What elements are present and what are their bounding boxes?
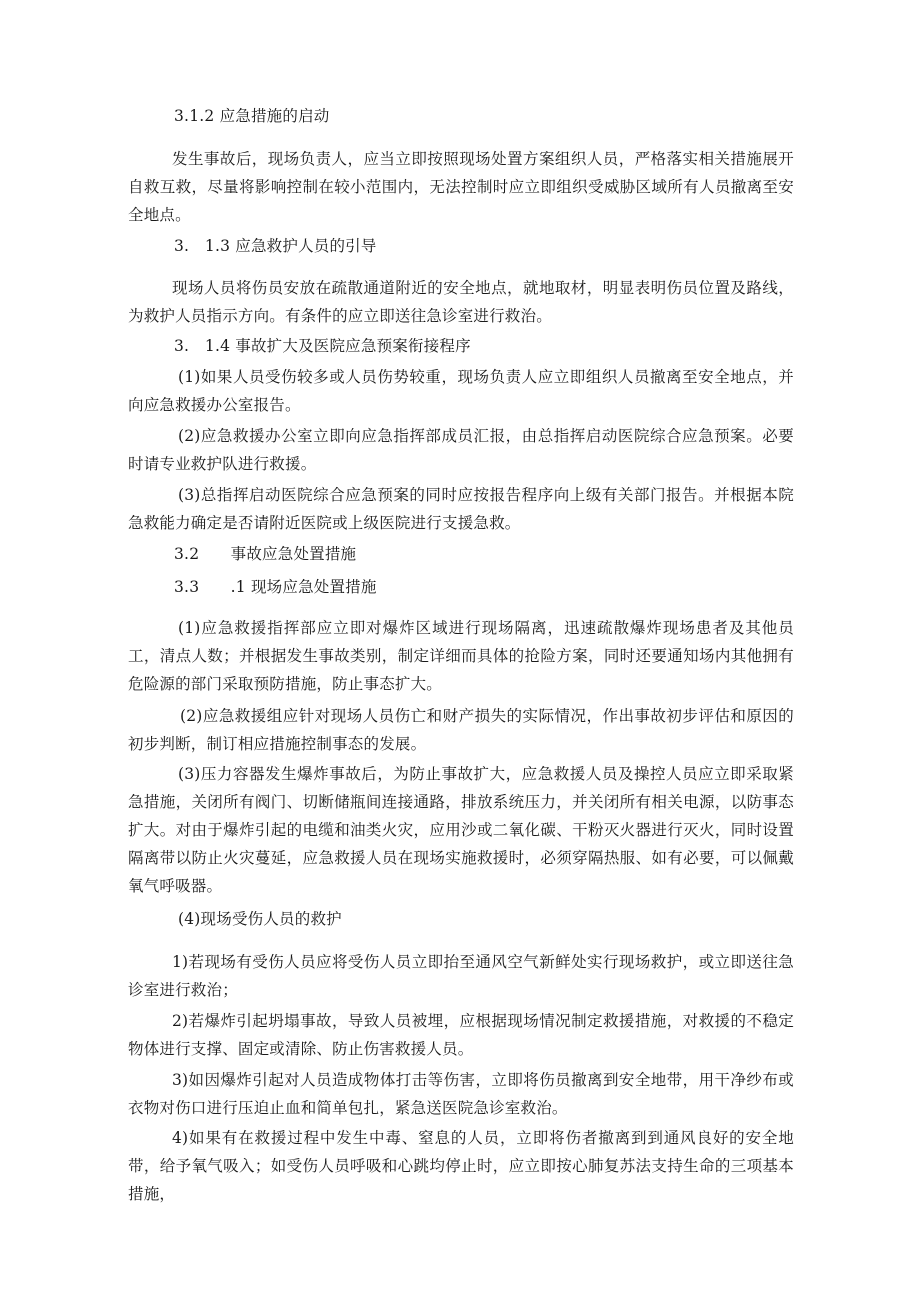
section-heading-3-1-4: 3. 1.4 事故扩大及医院应急预案衔接程序 — [174, 337, 471, 355]
paragraph-escalation-3: (3)总指挥启动医院综合应急预案的同时应按报告程序向上级有关部门报告。并根据本院急救能力确定是否请附近医院或上级医院进行支援急救。 — [128, 486, 794, 532]
paragraph-startup: 发生事故后，现场负责人，应当立即按照现场处置方案组织人员，严格落实相关措施展开自救互救，尽量将影响控制在较小范围内，无法控制时应立即组织受威胁区域所有人员撤离至安全地点。 — [128, 150, 794, 224]
paragraph-escalation-1: (1)如果人员受伤较多或人员伤势较重，现场负责人应立即组织人员撤离至安全地点，并向应急救援办公室报告。 — [128, 368, 794, 414]
paragraph-rescue-1: 1)若现场有受伤人员应将受伤人员立即抬至通风空气新鲜处实行现场救护，或立即送往急诊室进行救治； — [128, 953, 794, 999]
subheading-injury-rescue: (4)现场受伤人员的救护 — [178, 910, 342, 928]
paragraph-rescue-4: 4)如果有在救援过程中发生中毒、窒息的人员，立即将伤者撤离到到通风良好的安全地带，给予氧气吸入；如受伤人员呼吸和心跳均停止时，应立即按心肺复苏法支持生命的三项基本措施， — [128, 1129, 794, 1203]
section-heading-3-1-2: 3.1.2 应急措施的启动 — [174, 107, 330, 125]
section-heading-3-1-3: 3. 1.3 应急救护人员的引导 — [174, 237, 377, 255]
paragraph-rescue-2: 2)若爆炸引起坍塌事故，导致人员被埋，应根据现场情况制定救援措施，对救援的不稳定物体进行支撑、固定或清除、防止伤害救援人员。 — [128, 1012, 794, 1058]
paragraph-escalation-2: (2)应急救援办公室立即向应急指挥部成员汇报，由总指挥启动医院综合应急预案。必要时请专业救护队进行救援。 — [128, 427, 794, 473]
paragraph-measure-1: (1)应急救援指挥部应立即对爆炸区域进行现场隔离，迅速疏散爆炸现场患者及其他员工，清点人数；并根据发生事故类别，制定详细而具体的抢险方案，同时还要通知场内其他拥有危险源的部门采取预防措施，防止事态扩大。 — [128, 619, 794, 693]
section-heading-3-3: 3.3 .1 现场应急处置措施 — [174, 578, 377, 596]
paragraph-measure-2: (2)应急救援组应针对现场人员伤亡和财产损失的实际情况，作出事故初步评估和原因的初步判断，制订相应措施控制事态的发展。 — [128, 707, 794, 753]
section-heading-3-2: 3.2 事故应急处置措施 — [174, 545, 357, 563]
paragraph-rescue-3: 3)如因爆炸引起对人员造成物体打击等伤害，立即将伤员撤离到安全地带，用干净纱布或衣物对伤口进行压迫止血和简单包扎，紧急送医院急诊室救治。 — [128, 1071, 794, 1117]
paragraph-measure-3: (3)压力容器发生爆炸事故后，为防止事故扩大，应急救援人员及操控人员应立即采取紧急措施，关闭所有阀门、切断储瓶间连接通路，排放系统压力，并关闭所有相关电源，以防事态扩大。对由于爆炸引起的电缆和油类火灾，应用沙或二氧化碳、干粉灭火器进行灭火，同时设置隔离带以防止火灾蔓延，应急救援人员在现场实施救援时，必须穿隔热服、如有必要，可以佩戴氧气呼吸器。 — [128, 765, 794, 895]
paragraph-guide: 现场人员将伤员安放在疏散通道附近的安全地点，就地取材，明显表明伤员位置及路线，为救护人员指示方向。有条件的应立即送往急诊室进行救治。 — [128, 279, 794, 325]
